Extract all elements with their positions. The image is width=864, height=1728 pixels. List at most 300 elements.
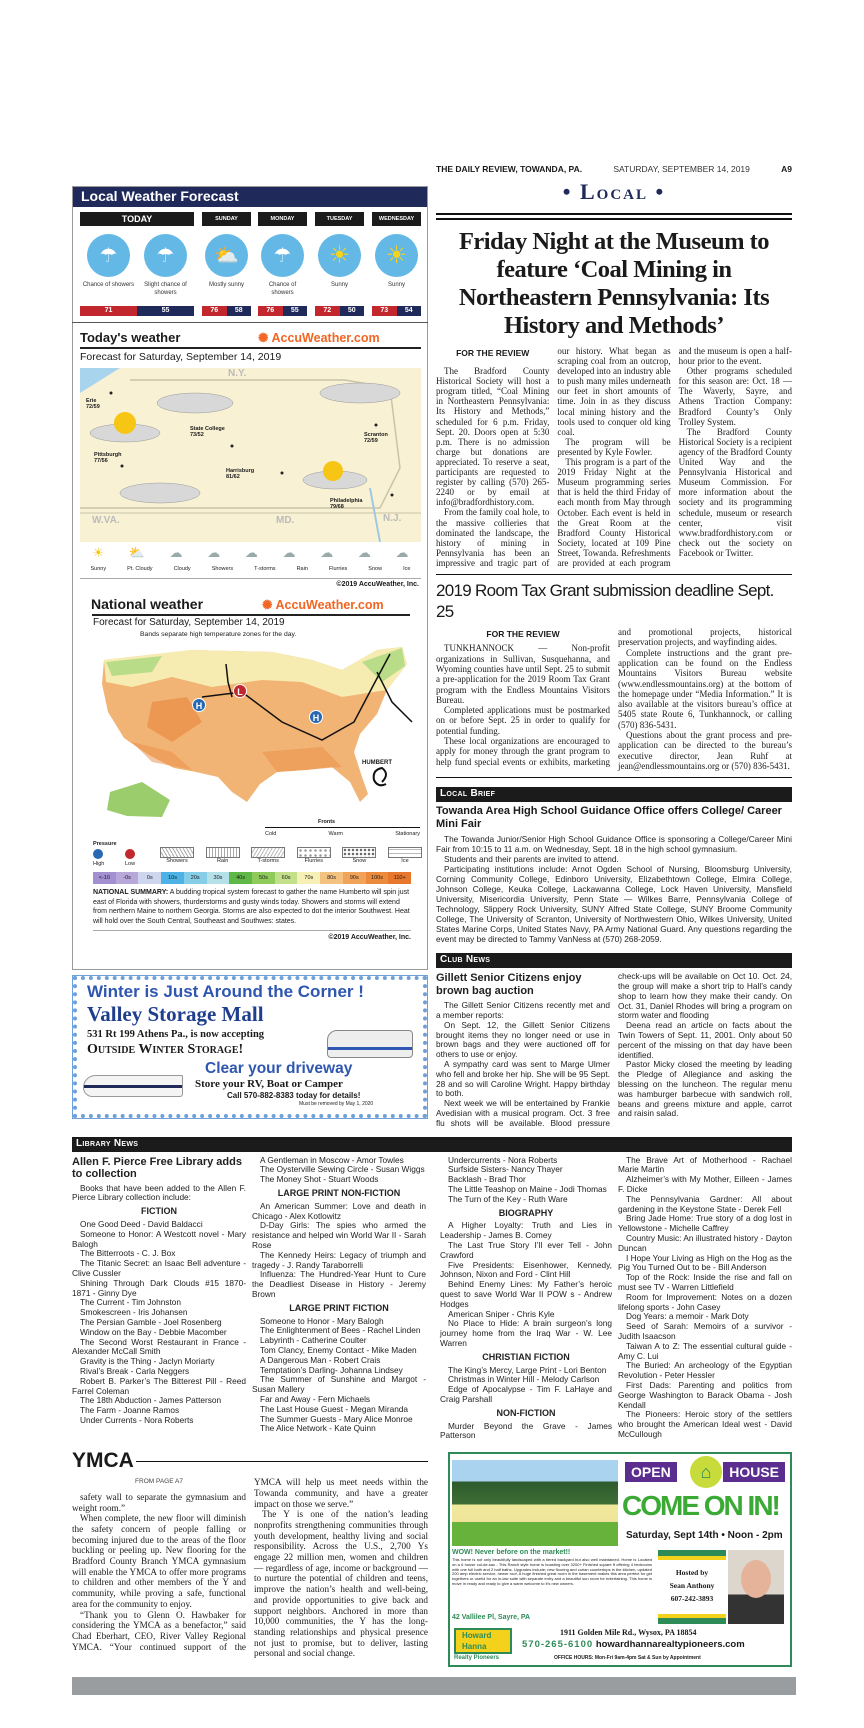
legend-label: Showers [211, 566, 234, 572]
book-entry: Far and Away - Fern Michaels [260, 1393, 371, 1404]
valley-storage-ad[interactable] [73, 976, 427, 1118]
rv-image [327, 1030, 413, 1058]
book-entry: The Money Shot - Stuart Woods [260, 1174, 379, 1185]
legend-icons [80, 545, 421, 560]
temp-band: 90s [343, 872, 366, 884]
precip-label: T-storms [257, 858, 279, 864]
club-headline: Gillett Senior Citizens enjoy brown bag auction [436, 972, 582, 998]
book-entry: Influenza: The Hundred-Year Hunt to Cure the Deadliest Disease in History - Jeremy Brown [252, 1269, 426, 1299]
book-entry: Country Music: An illustrated history - Dayton Duncan [618, 1232, 792, 1253]
article-paragraph: Completed applications must be postmarked on or before Sept. 25 in order to qualify for potential funding. [436, 705, 610, 736]
book-entry: The Pennsylvania Gardner: All about gardening in the Keystone State - Derek Fell [618, 1193, 792, 1214]
temp-band: -0s [116, 872, 139, 884]
book-entry: Shining Through Dark Clouds #15 1870-1871 - Ginny Dye [72, 1277, 246, 1298]
sunny-icon: ☀ [318, 234, 361, 277]
article-paragraph: From the family coal hole, to the massive collieries that dominated the landscape, the history of mining in Pennsylvania has been an impressive and tragic part of our history. What began as scraping coal from an outcrop, developed into an industry able to push many miles underneath our feet in short amounts of time. Join in as they discuss local mining history and the tools used to conquer old king coal. [436, 346, 671, 568]
book-entry: One Good Deed - David Baldacci [80, 1218, 203, 1229]
pressure-high-label: High [93, 861, 105, 867]
logo-text: Hanna [462, 1642, 487, 1652]
national-forecast-date: Forecast for Saturday, September 14, 2019 [93, 617, 285, 628]
national-summary-block [93, 888, 411, 941]
book-entry: The Alice Network - Kate Quinn [260, 1423, 376, 1434]
legend-label: Snow [368, 566, 383, 572]
library-col-2 [252, 1156, 426, 1442]
agent-phone: 607-242-3893 [670, 1594, 714, 1604]
list-subheading: LARGE PRINT FICTION [289, 1302, 389, 1313]
book-entry: Temptation’s Darling- Johanna Lindsey [260, 1364, 403, 1375]
brief-body [436, 834, 792, 944]
low-temp: 58 [227, 306, 252, 316]
state-label: N.J. [383, 513, 402, 524]
hosted-label: Hosted by [675, 1568, 709, 1578]
national-summary [93, 888, 411, 926]
high-pressure-marker: H [192, 698, 206, 712]
partly-cloudy-icon: ⛅ [128, 545, 145, 560]
agent-name: Sean Anthony [669, 1581, 715, 1591]
temps-tuesday [315, 306, 364, 316]
low-temp: 55 [283, 306, 308, 316]
city-temp: 77/56 [94, 458, 108, 464]
office-phone: 570-265-6100 [522, 1639, 594, 1651]
book-entry: Five Presidents: Eisenhower, Kennedy, Johnson, Nixon and Ford - Clint Hill [440, 1259, 612, 1280]
temp-band: 80s [320, 872, 343, 884]
divider [80, 347, 421, 349]
national-map [92, 642, 422, 818]
library-columns [72, 1156, 792, 1442]
city-philadelphia [330, 498, 362, 510]
tab-wednesday: WEDNESDAY [372, 212, 421, 226]
jump-line: FROM PAGE A7 [135, 1478, 183, 1486]
low-icon [125, 849, 135, 859]
office-hours: OFFICE HOURS: Mon-Fri 9am-4pm Sat & Sun by Appointment [554, 1655, 701, 1662]
agent-photo [728, 1550, 784, 1624]
book-entry: A Gentleman in Moscow - Amor Towles [260, 1154, 404, 1165]
book-entry: Rival’s Break - Carla Neggers [80, 1365, 190, 1376]
rule [436, 777, 792, 778]
book-entry: The Summer Guests - Mary Alice Monroe [260, 1413, 413, 1424]
us-map-graphic [92, 642, 422, 818]
storm-label: HUMBERT [362, 760, 392, 766]
rule [436, 574, 792, 575]
high-icon [93, 849, 103, 859]
cloudy-icon: ☁ [169, 545, 183, 560]
city-pittsburgh [94, 452, 122, 464]
article-paragraph: Questions about the grant process and pre-application can be directed to the bureau’s executive director, Jean Ruhf at jean@endlessmountains.org or (570) 836-5431. [618, 730, 792, 771]
mostly-sunny-icon: ⛅ [205, 234, 248, 277]
summary-label: NATIONAL SUMMARY: [93, 889, 169, 896]
city-name: Philadelphia [330, 498, 363, 504]
state-label: W.VA. [92, 515, 120, 526]
temps-today [80, 306, 194, 316]
ad-offer: Outside Winter Storage! [87, 1042, 244, 1057]
book-entry: Dog Years: a memoir - Mark Doty [626, 1311, 749, 1322]
city-scranton [364, 432, 388, 444]
bottom-section [72, 1449, 792, 1667]
book-entry: First Dads: Parenting and politics from George Washington to Barack Obama - Josh Kendall [618, 1379, 792, 1410]
brief-headline: Towanda Area High School Guidance Office offers College/ Career Mini Fair [436, 805, 782, 831]
book-entry: A Dangerous Man - Robert Crais [260, 1354, 381, 1365]
club-paragraph: The Gillett Senior Citizens recently met and a member reports: [436, 1000, 610, 1021]
flurries-icon: ☁ [320, 545, 334, 560]
club-article [436, 972, 792, 1128]
book-entry: Under Currents - Nora Roberts [80, 1414, 194, 1425]
city-state-college [190, 426, 225, 438]
precip-label: Rain [216, 858, 229, 864]
article-paragraph: TUNKHANNOCK — Non-profit organizations in Sullivan, Susquehanna, and Wyoming counties have until Sept. 25 to submit a pre-application for the 2019 Room Tax Grant program with the Endless Mountains Visitors Bureau. [436, 643, 610, 705]
rain-pattern [206, 847, 240, 858]
section-flag: • Local • [562, 179, 666, 204]
come-on-in-headline: COME ON IN! [622, 1490, 779, 1522]
website-link[interactable]: howardhannarealtypioneers.com [595, 1639, 745, 1651]
book-entry: The Buried: An archeology of the Egyptian Revolution - Peter Hessler [618, 1360, 792, 1381]
divider [92, 614, 410, 616]
club-paragraph: On Sept. 12, the Gillett Senior Citizens brought items they no longer need or use in brown bags and they were auctioned off for others to use or enjoy. [436, 1019, 610, 1060]
pennsylvania-map [80, 368, 421, 542]
legend-label: Pt. Cloudy [127, 566, 153, 572]
book-entry: Labyrinth - Catherine Coulter [260, 1335, 367, 1346]
ad-subline: Store your RV, Boat or Camper [195, 1078, 343, 1090]
section-bar-library-news: Library News [72, 1137, 792, 1152]
high-temp: 76 [202, 306, 227, 316]
host-box [658, 1550, 726, 1624]
sunny-icon: ☀ [375, 234, 418, 277]
divider [93, 930, 411, 931]
showers-icon: ☂ [261, 234, 304, 277]
office-address: 1911 Golden Mile Rd., Wysox, PA 18854 [560, 1628, 697, 1638]
legend-label: Ice [403, 566, 411, 572]
copyright: ©2019 AccuWeather, Inc. [328, 934, 411, 942]
book-entry: The Bitterroots - C. J. Box [80, 1248, 176, 1259]
book-entry: The Persian Gamble - Joel Rosenberg [80, 1316, 222, 1327]
page-number: A9 [781, 164, 792, 174]
byline: FOR THE REVIEW [486, 629, 560, 640]
library-col-1 [72, 1156, 246, 1442]
showers-icon: ☂ [144, 234, 187, 277]
book-entry: The Turn of the Key - Ruth Ware [448, 1193, 568, 1204]
left-column [72, 164, 428, 1120]
temp-band: 70s [297, 872, 320, 884]
book-entry: Robert B. Parker’s The Bitterest Pill - Reed Farrel Coleman [72, 1375, 246, 1396]
snow-icon: ☁ [357, 545, 371, 560]
ad-phone: Call 570-882-8383 today for details! [227, 1091, 361, 1100]
ad-business-name: Valley Storage Mall [87, 1002, 264, 1026]
high-temp: 76 [258, 306, 283, 316]
book-entry: American Sniper - Chris Kyle [448, 1308, 555, 1319]
boat-image [83, 1075, 183, 1097]
footer-bar [72, 1677, 796, 1695]
showers-icon: ☂ [87, 234, 130, 277]
ice-pattern [388, 847, 422, 858]
book-entry: Tom Clancy, Enemy Contact - Mike Maden [260, 1344, 417, 1355]
book-entry: I Hope Your Living as High on the Hog as the Pig You Turned Out to be - Bill Anderson [618, 1252, 792, 1273]
club-paragraph: Next week we will be entertained by Frankie Avedisian with a musical program. Oct. 3 free flu shots will be available. Blood pressure check-ups will be available on Oct 10. Oct. 24, the group will make a short trip to Hall’s candy shop to learn how they make their candy. On Oct. 31, Daniel Rhodes will bring a program on storm water and flooding [436, 971, 792, 1128]
article-paragraph: The Bradford County Historical Society will host a program titled, “Coal Mining in Northeastern Pennsylvania: Its History and Methods,” scheduled for 6 p.m. Friday, Sept. 20. Doors open at 5:30 p.m. There is no admission charge but donations are appreciated. To reserve a seat, participants are requested to register by calling (570) 265-2240 or by email at info@bradfordhistory.com. [436, 366, 550, 508]
brand-text: AccuWeather.com [275, 598, 384, 612]
showers-icon: ☁ [207, 545, 221, 560]
logo-text: Howard [462, 1631, 492, 1641]
brief-paragraph: Participating institutions include: Arnot Ogden School of Nursing, Bloomsburg University, Corning Community College, Edinboro University, Elizabethtown College, Elmira College, Johnson College, Keuka College, Lackawanna College, Lock Haven University, Mansfield University, Misericordia University, Penn State — Wilkes Barre, Pennsylvania College of Technology, Slippery Rock University, SUNY Alfred State College, SUNY Broome Community College, The University of Scranton, University of Northwestern Ohio, Wilkes University, United States Marine Corps, United States Navy, PA Army National Guard. Any questions regarding the event may be directed to Tammy VanNess at (570) 268-2059. [436, 864, 792, 945]
open-house-ad[interactable] [448, 1452, 792, 1667]
book-entry: Alzheimer’s with My Mother, Eilleen - James F. Dicke [618, 1174, 792, 1194]
ad-headline-2: Clear your driveway [205, 1060, 353, 1077]
book-entry: No Place to Hide: A brain surgeon’s long journey home from the Iraq War - W. Lee Warren [440, 1318, 612, 1348]
list-subheading: FICTION [141, 1206, 177, 1217]
masthead [436, 164, 792, 175]
list-subheading: NON-FICTION [496, 1407, 556, 1418]
listing-description: This home is not only beautifully landscaped with a tiered backyard but also well maintained. Home is Located on a 6 house cul-de-sac - This Ranch style home is boasting over 3200+ Finished square ft offering 4 bedrooms with one full bath and 2 half baths. Upgrades include; new flooring and corian countertops in the kitchen, updated 200 amp electric service, newer roof, A huge finished great room in the basement makes this area perfect for get togethers or useful for an in-law suite with separate entry and a beautiful sun room for entertaining. This home is move in ready and ready to give a warm welcome to it's new owners. [452, 1557, 652, 1587]
temp-band: 40s [229, 872, 252, 884]
book-entry: Bring Jade Home: True story of a dog lost in Yellowstone - Michelle Caffrey [618, 1213, 792, 1234]
article-paragraph: This program is a part of the 2019 Friday Night at the Museum programming series that is held the third Friday of each month from May through October. Each event is held in the Great Room at the Bradford County Historical Society, located at 109 Pine Street, Towanda. Refreshments are provided at each program and the museum is open a half-hour prior to the event. [557, 346, 792, 568]
rule [436, 218, 792, 220]
summary-text: A budding tropical system forecast to gather the name Humberto will spin just east of Florida with showers, thurderstorms and gusty winds today. Showers and storms will extend from nerthern Maine to northern Georgia. Storms are also expected to dot the interior Southwest. Heat will hold over the South Central, Southeast and Southwes: states. [93, 889, 410, 925]
book-entry: A Higher Loyalty: Truth and Lies in Leadership - James B. Comey [440, 1220, 612, 1241]
book-entry: The Titanic Secret: an Isaac Bell adventure - Clive Cussler [72, 1258, 246, 1278]
tab-today: TODAY [80, 212, 194, 226]
flurries-pattern [297, 847, 331, 858]
tab-tuesday: TUESDAY [315, 212, 364, 226]
precip-label: Ice [401, 858, 409, 864]
book-entry: The Last House Guest - Megan Miranda [260, 1403, 409, 1414]
precip-label: Showers [166, 858, 188, 864]
front-warm: Warm [328, 831, 343, 837]
article-headline: Friday Night at the Museum to feature ‘Coal Mining in Northeastern Pennsylvania: Its History and Methods’ [458, 228, 770, 339]
ad-address: 531 Rt 199 Athens Pa., is now accepting [87, 1029, 265, 1040]
brand-text: AccuWeather.com [271, 331, 380, 345]
sunny-icon: ☀ [92, 545, 104, 560]
book-entry: Edge of Apocalypse - Tim F. LaHaye and Craig Parshall [440, 1384, 612, 1404]
legend-label: Sunny [90, 566, 107, 572]
article-paragraph: When complete, the new floor will diminish the safety concern of people falling or becoming injured due to the areas of the floor buckling or peeling up. New flooring for the Bradford County Branch YMCA gymnasium will enable the YMCA to offer more programs to children and other members of the Y and community, while proving a safe, functional area for the community to enjoy. [72, 1513, 246, 1609]
temp-band: 100s [366, 872, 389, 884]
high-pressure-marker: H [309, 710, 323, 724]
weather-title: Local Weather Forecast [73, 187, 427, 207]
city-temp: 73/52 [190, 432, 204, 438]
list-subheading: BIOGRAPHY [498, 1207, 554, 1218]
book-entry: Books that have been added to the Allen F. Pierce Library collection include: [72, 1182, 246, 1203]
tab-monday: MONDAY [258, 212, 307, 226]
book-entry: Window on the Bay - Debbie Macomber [80, 1326, 227, 1337]
book-entry: Undercurrents - Nora Roberts [448, 1154, 558, 1165]
book-entry: The Enlightenment of Bees - Rachel Linden [260, 1325, 421, 1336]
section-bar-local-brief: Local Brief [436, 787, 792, 802]
section-name: Local [579, 179, 648, 204]
bands-note: Bands separate high temperature zones for the day. [140, 631, 297, 638]
city-name: Scranton [364, 432, 388, 438]
condition-label: Sunny [387, 282, 405, 288]
club-paragraph: Pastor Micky closed the meeting by leading the Pledge of Allegiance and asking the blessing on the luncheon. The regular menu was hamburger barbecue with sandwich roll, beans and greens mixture and apple, carrot and raisin salad. [618, 1059, 792, 1119]
article-paragraph: Complete instructions and the grant pre-application can be found on the Endless Mountains Visitors Bureau website (www.endlessmountains.org) at the bottom of the homepage under “Media Information.” It is also available at the visitors bureau’s office at 5405 state Route 6, Tunkhannock, or calling (570) 836-5431. [618, 647, 792, 730]
national-weather-title: National weather [91, 596, 204, 612]
temp-band: 30s [207, 872, 230, 884]
low-pressure-marker: L [233, 684, 247, 698]
book-entry: Backlash - Brad Thor [448, 1174, 526, 1185]
condition-label: Chance of showers [268, 282, 297, 296]
book-entry: The Farm - Joanne Ramos [80, 1405, 180, 1416]
pressure-low-label: Low [125, 861, 136, 867]
listing-address: 42 Vallilee Pl, Sayre, PA [452, 1614, 531, 1622]
article-paragraph: “Thank you to Glenn O. Hawbaker for considering the YMCA as a benefactor,” said Chad Eberhart, CEO, River Valley Regional YMCA. “Your continued support of the YMCA will help us meet needs within the Towanda community, and have a greater impact on those we serve.” [72, 1477, 428, 1652]
book-entry: Murder Beyond the Grave - James Patterson [440, 1420, 612, 1441]
roomtax-article-body [436, 627, 792, 771]
copyright: ©2019 AccuWeather, Inc. [336, 581, 419, 588]
library-headline: Allen F. Pierce Free Library adds to collection [72, 1155, 242, 1181]
temperature-band-legend [93, 872, 411, 884]
precip-label: Snow [352, 858, 367, 864]
state-label: MD. [276, 515, 295, 526]
divider [80, 578, 421, 579]
legend-label: Cloudy [173, 566, 191, 572]
snow-pattern [342, 847, 376, 858]
article-paragraph: The Y is one of the nation’s leading nonprofits strengthening communities through youth development, healthy living and social responsibility. Across the U.S., 2,700 Ys engage 22 million men, women and children — regardless of age, income or background — to nurture the potential of children and teens, improve the nation’s health and well-being, and provide opportunities to give back and support neighbors. Anchored in more than 10,000 communities, the Y has the long-standing relationships and physical presence not just to promise, but to deliver, lasting personal and social change. [254, 1509, 428, 1659]
precip-label: Flurries [304, 858, 323, 864]
book-entry: The King’s Mercy, Large Print - Lori Benton [448, 1364, 607, 1375]
list-subheading: LARGE PRINT NON-FICTION [277, 1187, 401, 1198]
city-temp: 72/59 [364, 438, 378, 444]
museum-article-body [436, 346, 792, 568]
accuweather-logo: ✺ AccuWeather.com [258, 331, 380, 345]
house-icon: ⌂ [690, 1456, 722, 1488]
temps-wednesday [372, 306, 421, 316]
right-column [436, 164, 792, 1129]
thunderstorm-icon: ☁ [244, 545, 258, 560]
precip-legend [160, 847, 422, 864]
ymca-article-body [72, 1477, 428, 1659]
temp-band: 50s [252, 872, 275, 884]
temps-sunday [202, 306, 251, 316]
accuweather-logo: ✺ AccuWeather.com [262, 598, 384, 612]
high-temp: 73 [372, 306, 397, 316]
legend-label: Rain [296, 566, 308, 572]
rain-icon: ☁ [282, 545, 296, 560]
condition-label: Slight chance of showers [144, 282, 187, 296]
book-entry: The Last True Story I’ll ever Tell - John Crawford [440, 1239, 612, 1260]
rule [436, 213, 792, 215]
book-entry: An American Summer: Love and death in Chicago - Alex Kotlowitz [252, 1200, 426, 1221]
city-harrisburg [226, 468, 254, 480]
club-paragraph: A sympathy card was sent to Marge Ulmer who fell and broke her hip. She will be 95 Sept. 28 and so will Caroline Wright. Happy birthday to both. [436, 1059, 610, 1099]
brief-paragraph: Students and their parents are invited to attend. [444, 854, 619, 865]
fronts-legend [265, 827, 420, 837]
state-label: N.Y. [228, 368, 247, 379]
front-stationary: Stationary [395, 831, 420, 837]
contact-line [522, 1639, 745, 1650]
book-entry: The Current - Tim Johnston [80, 1297, 181, 1308]
forecast-date: Forecast for Saturday, September 14, 2019 [80, 351, 282, 363]
book-entry: Room for Improvement: Notes on a dozen lifelong sports - John Casey [618, 1291, 792, 1312]
divider [72, 322, 428, 323]
city-name: State College [190, 426, 225, 432]
book-entry: The Pioneers: Heroic story of the settlers who brought the American Ideal west - David McCullough [618, 1409, 792, 1439]
issue-date: SATURDAY, SEPTEMBER 14, 2019 [613, 164, 750, 174]
howard-hanna-logo [454, 1628, 512, 1654]
brief-paragraph: The Towanda Junior/Senior High School Guidance Office is sponsoring a College/Career Mini Fair from 10:15 to 11 a.m. on Wednesday, Sept. 18 in the high school gymnasium. [436, 834, 792, 855]
low-temp: 55 [137, 306, 194, 316]
condition-label: Mostly sunny [208, 282, 244, 288]
article-paragraph: The program will be presented by Kyle Fowler. [557, 436, 671, 457]
low-temp: 50 [340, 306, 365, 316]
temps-monday [258, 306, 307, 316]
high-temp: 72 [315, 306, 340, 316]
condition-label: Sunny [330, 282, 348, 288]
realty-name: Realty Pioneers [454, 1655, 500, 1662]
temp-band: 20s [184, 872, 207, 884]
pa-map-graphic [80, 368, 421, 542]
book-entry: The 18th Abduction - James Patterson [80, 1395, 222, 1406]
ad-fineprint: Must be removed by May 1, 2020 [299, 1101, 374, 1107]
todays-weather-title: Today's weather [80, 330, 181, 345]
page [72, 164, 792, 1695]
house-photo [452, 1460, 618, 1546]
book-entry: Someone to Honor - Mary Balogh [260, 1315, 384, 1326]
city-name: Pittsburgh [94, 452, 122, 458]
city-temp: 81/62 [226, 474, 240, 480]
book-entry: The Kennedy Heirs: Legacy of triumph and tragedy - J. Randy Taraborrelli [252, 1249, 426, 1270]
ymca-heading: YMCA [72, 1449, 134, 1473]
rule [136, 1461, 428, 1462]
article-paragraph: These local organizations are encouraged to apply for money through the grant program to help fund special events or exhibits, marketing and promotional projects, historical preservation projects, and wayfinding aides. [436, 627, 792, 767]
book-entry: Taiwan A to Z: The essential cultural guide - Amy C. Lui [618, 1340, 792, 1361]
article-paragraph: The Bradford County Historical Society is a recipient agency of the Bradford County United Way and the Pennsylvania Historical and Museum Commission. For more information about the society and its programming schedule, museum or research center, visit www.bradfordhistory.com or check out the society on Facebook or Twitter. [678, 426, 792, 558]
open-house-time: Saturday, Sept 14th • Noon - 2pm [626, 1530, 783, 1542]
condition-label: Chance of showers [82, 282, 135, 288]
tstorms-pattern [251, 847, 285, 858]
ad-tagline: Winter is Just Around the Corner ! [87, 982, 364, 1001]
temp-band: 10s [161, 872, 184, 884]
ad-headline: WOW! Never before on the market!! [452, 1549, 571, 1557]
tab-sunday: SUNDAY [202, 212, 251, 226]
book-entry: Gravity is the Thing - Jaclyn Moriarty [80, 1356, 215, 1367]
city-name: Erie [86, 398, 97, 404]
showers-pattern [160, 847, 194, 858]
temp-band: <-10 [93, 872, 116, 884]
book-entry: The Summer of Sunshine and Margot - Susan Mallery [252, 1374, 426, 1395]
legend-labels [80, 566, 421, 572]
city-name: Harrisburg [226, 468, 255, 474]
city-erie [86, 398, 100, 410]
temp-band: 0s [138, 872, 161, 884]
book-entry: The Little Teashop on Maine - Jodi Thomas [448, 1183, 607, 1194]
fronts-title: Fronts [318, 819, 336, 825]
city-temp: 79/68 [330, 504, 344, 510]
ymca-heading-row [72, 1449, 428, 1473]
byline: FOR THE REVIEW [456, 348, 530, 358]
article-paragraph: safety wall to separate the gymnasium and weight room.” [72, 1491, 246, 1513]
book-entry: Surfside Sisters- Nancy Thayer [448, 1164, 563, 1175]
book-entry: Someone to Honor: A Westcott novel - Mary Balogh [72, 1228, 246, 1249]
book-entry: Christmas in Winter Hill - Melody Carlson [448, 1374, 600, 1385]
temp-band: 110+ [388, 872, 411, 884]
temp-band: 60s [275, 872, 298, 884]
library-col-3 [440, 1156, 612, 1442]
pressure-title: Pressure [93, 841, 117, 847]
paper-name: THE DAILY REVIEW, TOWANDA, PA. [436, 164, 583, 174]
book-entry: D-Day Girls: The spies who armed the resistance and helped win World War II - Sarah Rose [252, 1220, 426, 1250]
book-entry: The Oysterville Sewing Circle - Susan Wiggs [260, 1164, 425, 1175]
top-section [72, 164, 792, 1129]
book-entry: The Brave Art of Motherhood - Rachael Marie Martin [618, 1154, 792, 1175]
ice-icon: ☁ [395, 545, 409, 560]
list-subheading: CHRISTIAN FICTION [482, 1351, 570, 1362]
book-entry: Seed of Sarah: Memoirs of a survivor - Judith Isaacson [618, 1321, 792, 1341]
legend-label: T-storms [254, 566, 276, 572]
club-paragraph: Deena read an article on facts about the Twin Towers of Sept. 11, 2001. Only about 50 percent of the missing on that day have been identified. [618, 1020, 792, 1060]
section-bar-club-news: Club News [436, 953, 792, 968]
book-entry: The Second Worst Restaurant in France - Alexander McCall Smith [72, 1336, 246, 1357]
article-headline: 2019 Room Tax Grant submission deadline Sept. 25 [436, 581, 774, 622]
book-entry: Smokescreen - Iris Johansen [80, 1307, 188, 1318]
legend-label: Flurries [328, 566, 348, 572]
